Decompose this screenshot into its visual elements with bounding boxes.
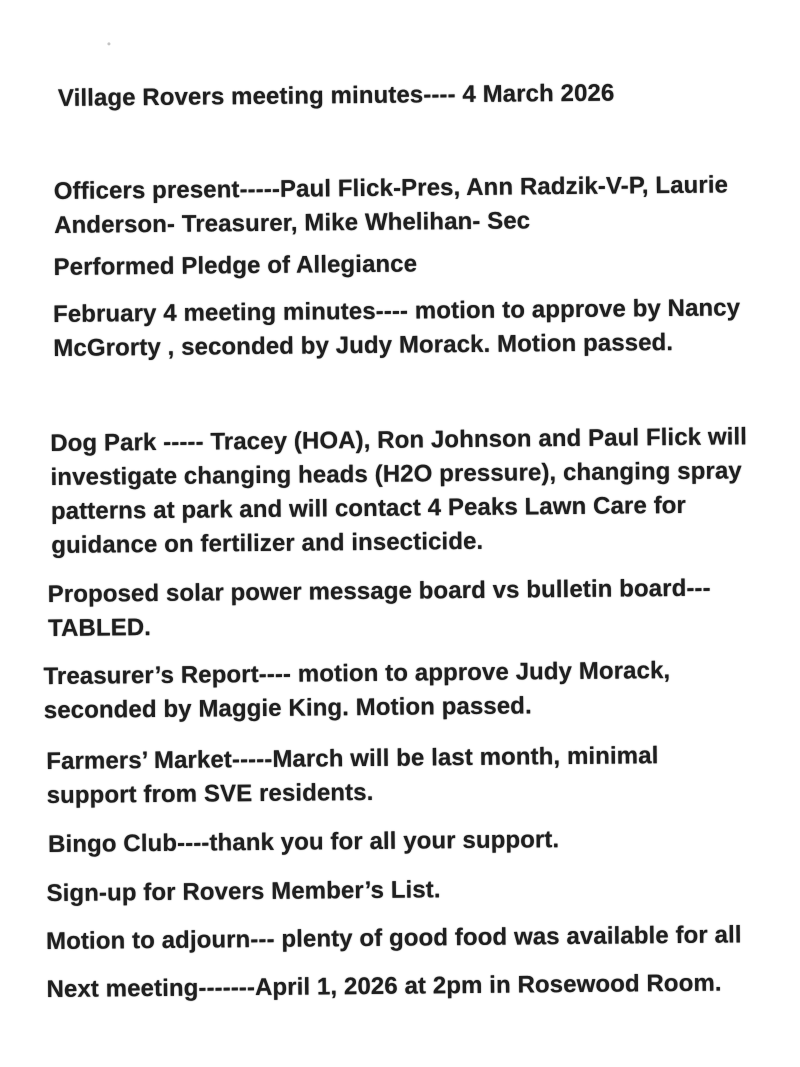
text-line: Farmers’ Market-----March will be last month, minimal — [46, 742, 659, 776]
text-line: Treasurer’s Report---- motion to approve Judy Morack, — [43, 657, 671, 691]
dog-park — [50, 420, 748, 563]
text-line: Performed Pledge of Allegiance — [53, 250, 418, 281]
text-line: TABLED. — [47, 614, 152, 643]
text-line: seconded by Maggie King. Motion passed. — [43, 692, 532, 725]
text-line: guidance on fertilizer and insecticide. — [51, 527, 484, 559]
rovers-signup — [46, 873, 440, 911]
text-line: Proposed solar power message board vs bulletin board--- — [47, 574, 711, 609]
text-line: investigate changing heads (H2O pressure), changing spray — [50, 457, 742, 491]
treasurers-report — [43, 654, 670, 728]
text-line: support from SVE residents. — [46, 778, 374, 810]
pledge — [53, 247, 417, 284]
february-minutes — [53, 291, 741, 366]
text-line: February 4 meeting minutes---- motion to approve by Nancy — [52, 294, 741, 328]
text-line: patterns at park and will contact 4 Peaks Lawn Care for — [50, 491, 687, 525]
text-line: Dog Park ----- Tracey (HOA), Ron Johnson and Paul Flick will — [50, 423, 748, 457]
text-line: Bingo Club----thank you for all your support. — [47, 826, 560, 859]
bingo-club — [48, 823, 559, 862]
text-line: Sign-up for Rovers Member’s List. — [46, 876, 441, 908]
motion-adjourn — [46, 918, 742, 959]
text-line: Motion to adjourn--- plenty of good food was available for all — [45, 921, 742, 956]
text-line: Village Rovers meeting minutes---- 4 March 2026 — [57, 79, 615, 112]
text-line: Officers present-----Paul Flick-Pres, Ann Radzik-V-P, Laurie — [53, 171, 729, 205]
next-meeting — [46, 967, 721, 1007]
solar-message-board — [48, 572, 712, 646]
scan-speck — [107, 42, 110, 45]
text-line: McGrorty , seconded by Judy Morack. Motion passed. — [53, 329, 674, 362]
doc-title — [58, 77, 615, 116]
text-line: Anderson- Treasurer, Mike Whelihan- Sec — [54, 207, 531, 239]
text-line: Next meeting-------April 1, 2026 at 2pm in Rosewood Room. — [46, 969, 722, 1004]
farmers-market — [46, 739, 659, 813]
officers-present — [54, 168, 729, 242]
